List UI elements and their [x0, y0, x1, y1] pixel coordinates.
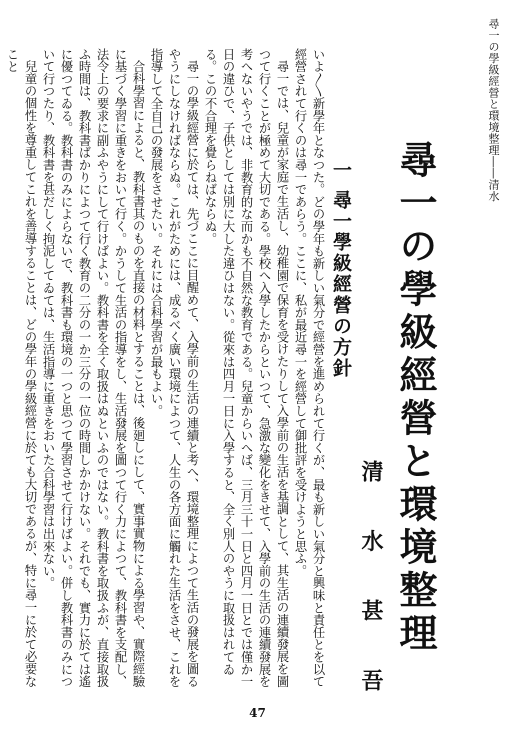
- article-title: 尋一の學級經營と環境整理: [393, 140, 438, 656]
- body-text: [5, 48, 327, 688]
- author-name: 清 水 甚 吾: [358, 460, 384, 711]
- paragraph: 合科學習によると、教科書其のものを直接の材料とすることは、後廻しにして、實事實物による學習や、實際經驗に基づく學習に重きをおいて行く。かうして生活の指導をし、生活發展を圖つて行く力によつて、教科書を支配し、法令上の要求に副ふやうにして行けばよい。教科書を全く取扱はぬといふのではない。教科書を取扱ふが、直接取扱ふ時間は、教科書ばかりによつて行く教育の二分の一か三分の一位の時間しかかけない。それでも、實力に於ては遙に優つてゐる。教科書のみによらないで、教科書も環境の一つと思つて學習させて行けばよい。併し教科書のみについて行つたり、教科書を甚だしく拘泥してゐては、生活指導に重きをおいた合科學習は出來ない。: [41, 48, 145, 688]
- section-heading: 一 尋一學級經營の方針: [330, 160, 352, 379]
- paragraph: 兒童の個性を尊重してこれを善導することは、どの學年の學級經營に於ても大切であるが、特に尋一に於て必要なこと: [5, 48, 37, 688]
- paragraph: 尋一の學級經營に於ては、先づここに目醒めて、入學前の生活の連續と考へ、環境整理によつて生活の發展を圖るやうにしなければならぬ。これがためには、成るべく廣い環境によつて、人生の各方面に觸れた生活をさせ、これを指導して全自己の發展をさせたい。それには合科學習が最もよい。: [149, 48, 199, 688]
- running-head: 尋一の學級經營と環境整理――清水: [487, 18, 500, 202]
- page-number: 47: [249, 706, 266, 720]
- paragraph: いよ〳〵新學年となつた。どの學年も新しい氣分で經營を進められて行くが、最も新しい氣分と興味と責任とを以て經營されて行くのは尋一であらう。ここに、私が最近尋一を經營して御批評を受けようと思ふ。: [293, 48, 325, 688]
- paragraph: 尋一では、兒童が家庭で生活し、幼稚園で保育を受けたりして入學前の生活を基調として、其生活の連續發展を圖つて行くことが極めて大切である。學校へ入學したからといつて、急激な變化をきせて、入學前の生活の連續發展を考へないやうでは、非教育的な而かも不自然な教育である。兒童からいへば、三月三十一日と四月一日とでは僅か一日の違ひで、子供としては別に大した違ひはない。從來は四月一日に入學すると、全く別人のやうに取扱はれてゐる。この不合理を覺らねばならぬ。: [203, 48, 289, 688]
